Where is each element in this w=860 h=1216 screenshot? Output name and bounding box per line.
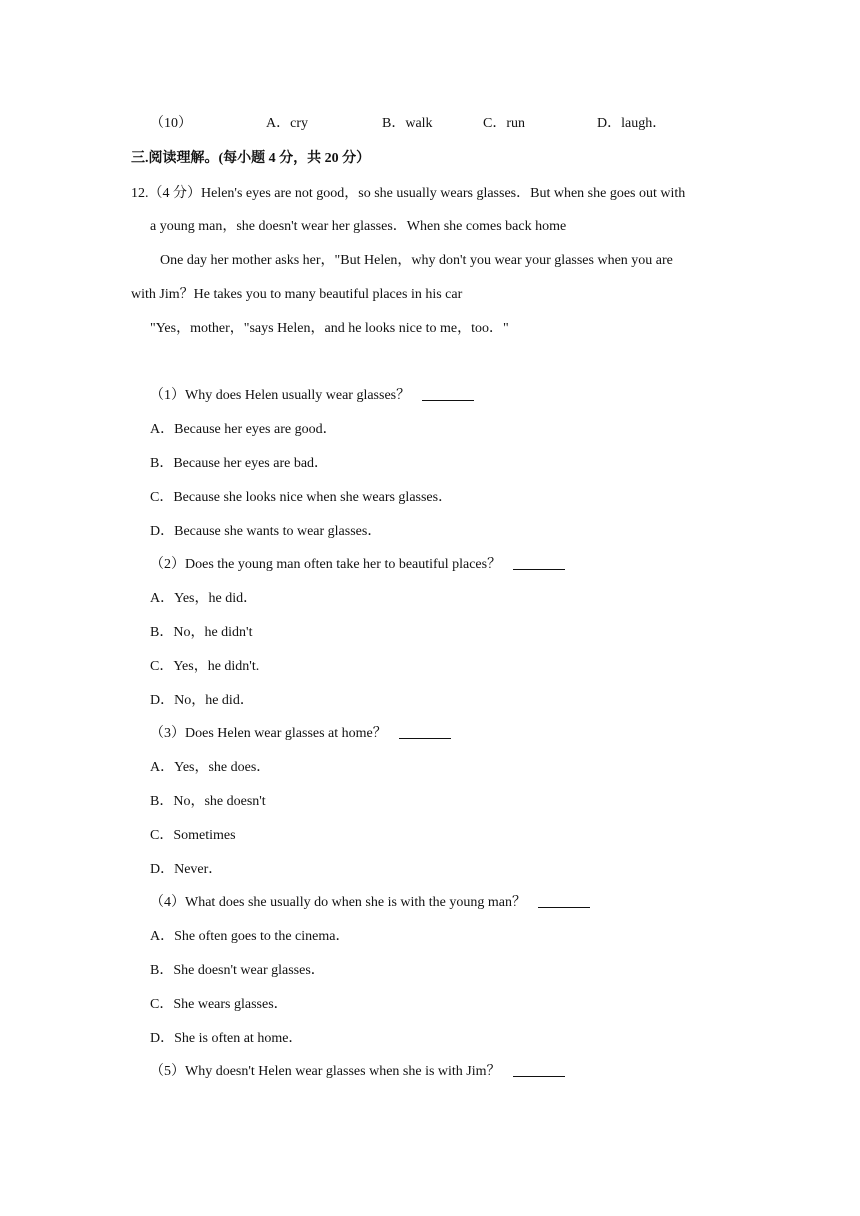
answer-option: C．Yes，he didn't. — [150, 659, 260, 674]
answer-option: A．Because her eyes are good． — [150, 422, 337, 437]
question-stem: （2）Does the young man often take her to beautiful places？ — [150, 556, 565, 574]
q12-header-cont: a young man，she doesn't wear her glasses．When she comes back home — [150, 219, 567, 234]
answer-blank[interactable] — [399, 738, 451, 739]
answer-option: D．Never． — [150, 862, 223, 877]
passage-para2-line1: One day her mother asks her，"But Helen，why don't you wear your glasses when you are — [160, 253, 673, 268]
answer-option: A．Yes，he did． — [150, 591, 258, 606]
passage-para2-line2: with Jim？He takes you to many beautiful places in his car — [131, 287, 463, 302]
section-title: 三.阅读理解。(每小题 4 分，共 20 分） — [131, 151, 371, 166]
answer-option: D．No，he did． — [150, 693, 254, 708]
answer-blank[interactable] — [513, 1076, 565, 1077]
q10-option-b: B．walk — [382, 116, 433, 131]
answer-blank[interactable] — [422, 400, 474, 401]
question-stem: （3）Does Helen wear glasses at home？ — [150, 725, 451, 743]
answer-option: A．Yes，she does． — [150, 760, 271, 775]
question-stem: （4）What does she usually do when she is with the young man？ — [150, 894, 590, 912]
q12-header: 12.（4 分）Helen's eyes are not good，so she usually wears glasses．But when she goes out with — [131, 186, 686, 201]
answer-option: B．Because her eyes are bad． — [150, 456, 329, 471]
q10-option-c: C．run — [483, 116, 525, 131]
answer-option: B．No，he didn't — [150, 625, 253, 640]
answer-blank[interactable] — [538, 907, 590, 908]
answer-option: C．She wears glasses． — [150, 997, 288, 1012]
passage-para3: "Yes，mother，"says Helen，and he looks nice to me，too．" — [150, 321, 509, 336]
answer-option: B．She doesn't wear glasses． — [150, 963, 325, 978]
answer-option: D．She is often at home． — [150, 1031, 303, 1046]
question-stem: （5）Why doesn't Helen wear glasses when she is with Jim？ — [150, 1063, 565, 1081]
answer-blank[interactable] — [513, 569, 565, 570]
question-stem: （1）Why does Helen usually wear glasses？ — [150, 387, 474, 405]
q10-number: （10） — [150, 116, 192, 131]
q10-option-d: D．laugh． — [597, 116, 667, 131]
q10-option-a: A．cry — [266, 116, 308, 131]
answer-option: B．No，she doesn't — [150, 794, 266, 809]
answer-option: D．Because she wants to wear glasses． — [150, 524, 382, 539]
answer-option: C．Sometimes — [150, 828, 236, 843]
answer-option: A．She often goes to the cinema． — [150, 929, 350, 944]
answer-option: C．Because she looks nice when she wears glasses． — [150, 490, 453, 505]
